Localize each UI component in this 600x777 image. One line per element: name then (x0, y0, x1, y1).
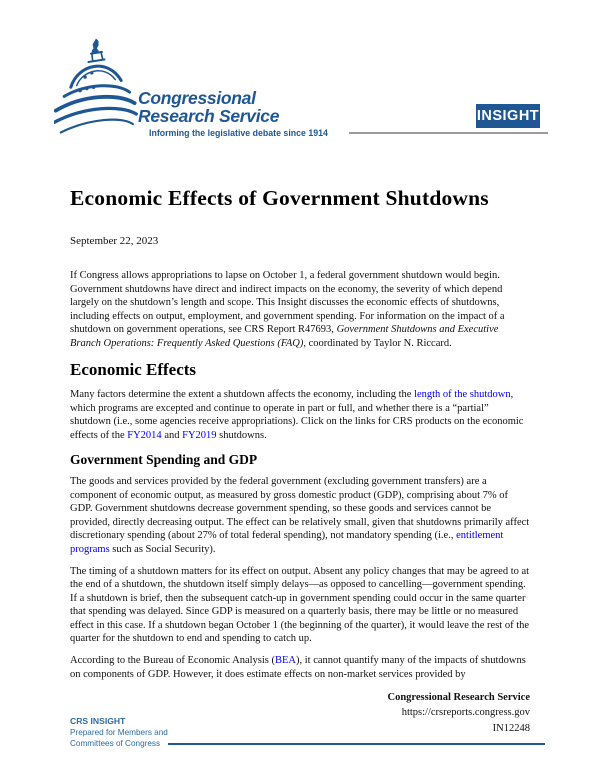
goods-text-1: The goods and services provided by the federal government (excluding government transfers) are a component of economic output, as measured by gross domestic product (GDP), comprising about 7% of GDP. Government shutdowns decrease government spending, so these goods and services cannot be provided, directly decreasing output. The effect can be relatively small, given that shutdowns primarily affect discretionary spending (about 27% of total federal spending), not mandatory spending (i.e., (70, 476, 530, 541)
document-body (0, 155, 600, 736)
footer-prepared-line: Prepared for Members and (70, 728, 168, 737)
factors-text-3: and (161, 429, 183, 441)
link-entitlement-programs[interactable]: entitlement programs (70, 530, 504, 555)
footer-committees-line: Committees of Congress (70, 739, 161, 748)
link-length-of-shutdown[interactable]: length of the shutdown, (414, 389, 514, 400)
logo-line-2: Research Service (138, 105, 280, 126)
logo-tagline: Informing the legislative debate since 1914 (149, 128, 328, 138)
link-fy2014[interactable]: FY2014 (127, 429, 162, 441)
footer-doc-id: IN12248 (492, 722, 530, 734)
factors-text-4: shutdowns. (216, 429, 267, 441)
link-bea[interactable]: BEA (275, 655, 296, 666)
factors-text-2: which programs are excepted and continue to operate in part or full, and whether there is a “partial” shutdown (i.e., some agencies receive appropriations). Click on the links for CRS products on the economic effects of the (70, 402, 524, 441)
bea-paragraph (70, 654, 530, 681)
footer-url: https://crsreports.congress.gov (401, 707, 530, 718)
document-header (0, 0, 600, 155)
footer-insight-block (70, 716, 545, 749)
timing-paragraph: The timing of a shutdown matters for its effect on output. Absent any policy changes that may be agreed to at the end of a shutdown, the shutdown itself simply delays—as opposed to cancelling—government spending. If a shutdown is brief, then the subsequent catch-up in government spending could occur in the same quarter that spending was delayed. Since GDP is measured on a quarterly basis, there may be little or no measured effect in this case. If a shutdown began October 1 (the beginning of the quarter), it would leave the rest of the quarter for the shutdown to end and spending to catch up. (70, 565, 530, 644)
link-fy2019[interactable]: FY2019 (182, 429, 217, 441)
goods-text-2: such as Social Security). (109, 543, 216, 555)
intro-paragraph (70, 269, 530, 350)
factors-text-1: Many factors determine the extent a shutdown affects the economy, including the (70, 389, 415, 400)
footer-committees-row (70, 738, 545, 749)
capitol-dome-icon (54, 36, 138, 140)
insight-badge: INSIGHT (476, 104, 540, 128)
footer-divider-rule (168, 743, 545, 745)
header-divider-rule (349, 132, 548, 134)
goods-services-paragraph (70, 475, 530, 556)
page-title: Economic Effects of Government Shutdowns (70, 186, 489, 210)
cited-report-title: Government Shutdowns and Executive Branch Operations: Frequently Asked Questions (FAQ) (70, 324, 499, 349)
subsection-heading-gdp: Government Spending and GDP (70, 452, 258, 467)
crs-logo-text (138, 90, 328, 138)
logo-line-1: Congressional (138, 88, 256, 108)
intro-text-1: If Congress allows appropriations to lapse on October 1, a federal government shutdown would begin. Government shutdowns have direct and indirect impacts on the economy, the severity of which depend largely on the shutdown’s length and scope. This Insight discusses the economic effects of shutdowns, including effects on output, employment, and government spending. For information on the impact of a shutdown on government operations, see CRS Report R47693, (70, 270, 505, 335)
bea-text-1: According to the Bureau of Economic Analysis ( (70, 655, 275, 666)
intro-text-2: , coordinated by Taylor N. Riccard. (303, 337, 452, 349)
factors-paragraph (70, 388, 530, 442)
section-heading-economic-effects: Economic Effects (70, 360, 197, 379)
bea-text-2: ), it cannot quantify many of the impacts of shutdowns on components of GDP. However, it does estimate effects on non-market services provided by (70, 655, 526, 680)
publication-date: September 22, 2023 (70, 235, 159, 247)
footer-org-name: Congressional Research Service (387, 691, 530, 703)
footer-crs-insight-label: CRS INSIGHT (70, 716, 126, 726)
